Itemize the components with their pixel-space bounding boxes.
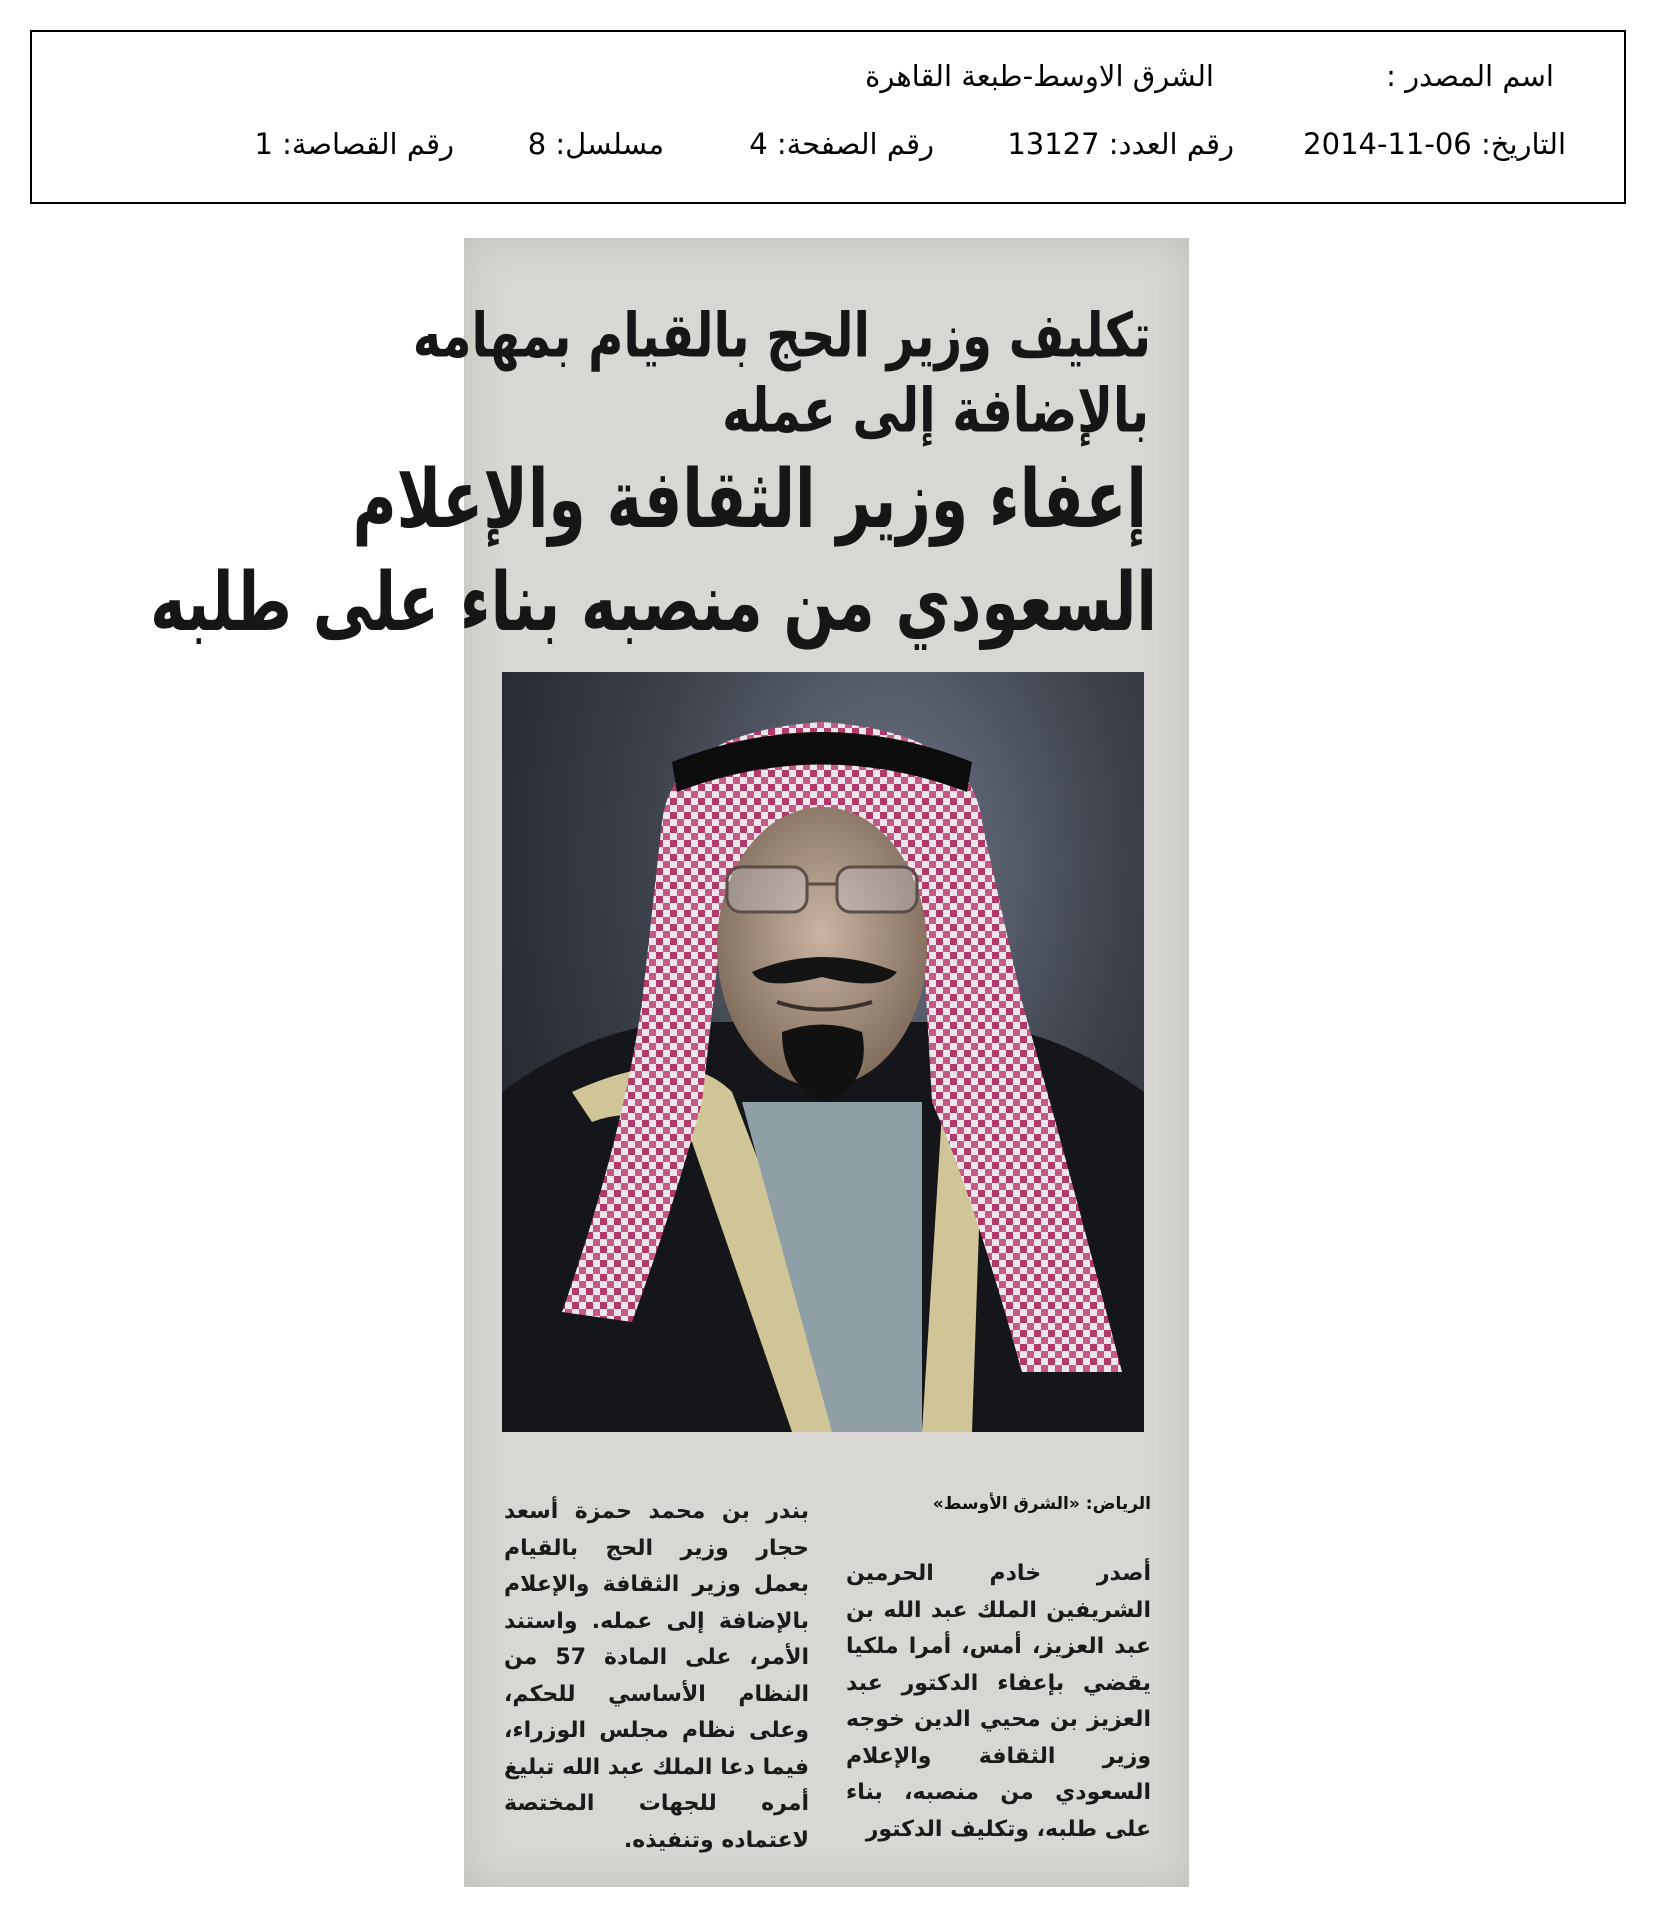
newspaper-clipping xyxy=(150,238,1189,1887)
portrait-photo xyxy=(502,672,1144,1432)
headline-line-2: السعودي من منصبه بناء على طلبه xyxy=(150,555,1157,651)
date-field: التاريخ: 06-11-2014 xyxy=(1303,127,1566,161)
page-number-field: رقم الصفحة: 4 xyxy=(749,127,934,161)
kicker-line-2: بالإضافة إلى عمله xyxy=(722,375,1149,447)
article-column-right: أصدر خادم الحرمين الشريفين الملك عبد الله بن عبد العزيز، أمس، أمرا ملكيا يقضي بإعفاء الدكتور عبد العزيز بن محيي الدين خوجه وزير الثقافة والإعلام السعودي من منصبه، بناء على طلبه، وتكليف الدكتور xyxy=(846,1561,1151,1842)
source-value: الشرق الاوسط-طبعة القاهرة xyxy=(865,59,1214,93)
portrait-illustration xyxy=(502,672,1144,1432)
dateline: الرياض: «الشرق الأوسط» xyxy=(932,1494,1151,1514)
headline-line-1: إعفاء وزير الثقافة والإعلام xyxy=(352,452,1147,548)
source-label: اسم المصدر : xyxy=(1386,59,1554,93)
kicker-line-1: تكليف وزير الحج بالقيام بمهامه xyxy=(412,300,1151,372)
issue-number-field: رقم العدد: 13127 xyxy=(1007,127,1234,161)
serial-field: مسلسل: 8 xyxy=(527,127,664,161)
clip-number-field: رقم القصاصة: 1 xyxy=(254,127,454,161)
source-info-box xyxy=(30,30,1626,204)
article-column-left: بندر بن محمد حمزة أسعد حجار وزير الحج بالقيام بعمل وزير الثقافة والإعلام بالإضافة إلى عمله. واستند الأمر، على المادة 57 من النظام الأساسي للحكم، وعلى نظام مجلس الوزراء، فيما دعا الملك عبد الله تبليغ أمره للجهات المختصة لاعتماده وتنفيذه. xyxy=(504,1499,809,1853)
